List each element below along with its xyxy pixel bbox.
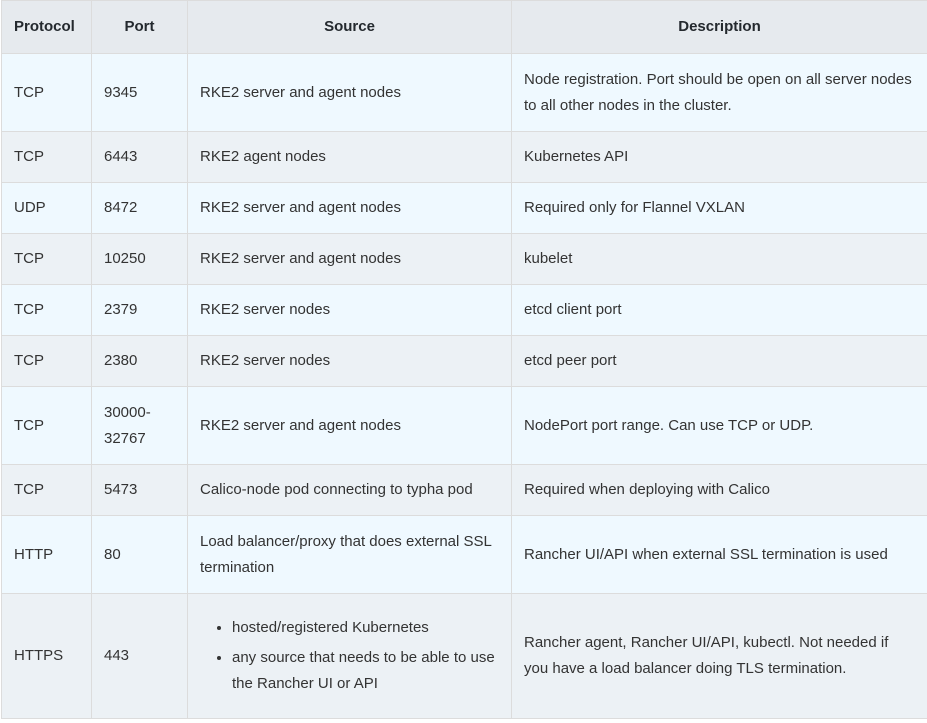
cell-source: Load balancer/proxy that does external SSL termination (188, 516, 512, 594)
cell-description: Required only for Flannel VXLAN (512, 183, 927, 234)
header-port: Port (92, 1, 188, 54)
cell-port: 8472 (92, 183, 188, 234)
cell-source: RKE2 agent nodes (188, 132, 512, 183)
cell-port: 80 (92, 516, 188, 594)
table-row (2, 132, 927, 183)
cell-source: RKE2 server nodes (188, 336, 512, 387)
table-row (2, 285, 927, 336)
cell-description: etcd client port (512, 285, 927, 336)
cell-description: NodePort port range. Can use TCP or UDP. (512, 387, 927, 465)
table-row (2, 54, 927, 132)
cell-description: Kubernetes API (512, 132, 927, 183)
cell-port: 443 (92, 594, 188, 719)
cell-description: Required when deploying with Calico (512, 465, 927, 516)
table-header (2, 1, 927, 54)
cell-port: 10250 (92, 234, 188, 285)
table-body (2, 54, 927, 719)
cell-source: RKE2 server nodes (188, 285, 512, 336)
cell-description: Rancher UI/API when external SSL termination is used (512, 516, 927, 594)
cell-source: RKE2 server and agent nodes (188, 183, 512, 234)
cell-port: 6443 (92, 132, 188, 183)
cell-port: 2380 (92, 336, 188, 387)
header-protocol: Protocol (2, 1, 92, 54)
table-row (2, 516, 927, 594)
cell-protocol: TCP (2, 132, 92, 183)
header-source: Source (188, 1, 512, 54)
cell-protocol: TCP (2, 336, 92, 387)
source-list-item: • hosted/registered Kubernetes (232, 615, 499, 641)
table-row (2, 336, 927, 387)
cell-source: Calico-node pod connecting to typha pod (188, 465, 512, 516)
cell-protocol: TCP (2, 54, 92, 132)
table-row (2, 234, 927, 285)
source-list (200, 615, 499, 697)
table-row (2, 387, 927, 465)
cell-port: 2379 (92, 285, 188, 336)
table-row (2, 183, 927, 234)
cell-port: 9345 (92, 54, 188, 132)
cell-source (188, 594, 512, 719)
cell-protocol: TCP (2, 234, 92, 285)
cell-source: RKE2 server and agent nodes (188, 54, 512, 132)
cell-protocol: HTTPS (2, 594, 92, 719)
cell-protocol: TCP (2, 465, 92, 516)
source-list-item: • any source that needs to be able to use the Rancher UI or API (232, 645, 499, 697)
cell-description: kubelet (512, 234, 927, 285)
port-requirements-table (1, 0, 927, 719)
cell-source: RKE2 server and agent nodes (188, 234, 512, 285)
table-row (2, 594, 927, 719)
header-description: Description (512, 1, 927, 54)
cell-description: etcd peer port (512, 336, 927, 387)
table-row (2, 465, 927, 516)
cell-description: Rancher agent, Rancher UI/API, kubectl. Not needed if you have a load balancer doing TLS termination. (512, 594, 927, 719)
cell-description: Node registration. Port should be open on all server nodes to all other nodes in the cluster. (512, 54, 927, 132)
cell-source: RKE2 server and agent nodes (188, 387, 512, 465)
cell-protocol: HTTP (2, 516, 92, 594)
cell-port: 5473 (92, 465, 188, 516)
cell-port: 30000-32767 (92, 387, 188, 465)
cell-protocol: TCP (2, 387, 92, 465)
cell-protocol: TCP (2, 285, 92, 336)
header-row (2, 1, 927, 54)
cell-protocol: UDP (2, 183, 92, 234)
